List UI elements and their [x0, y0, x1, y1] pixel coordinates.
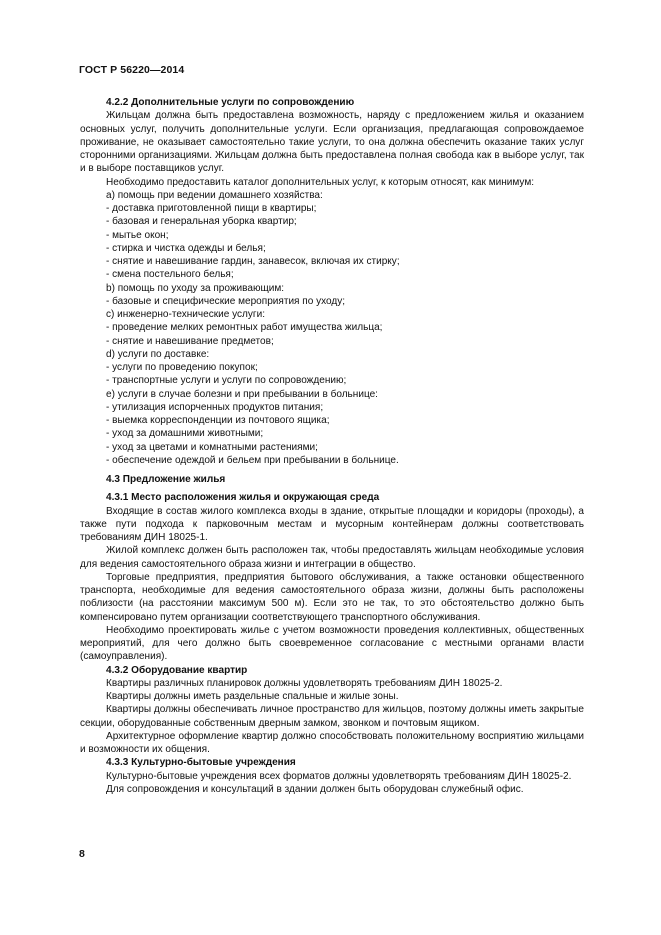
- section-4-3-3-title: 4.3.3 Культурно-бытовые учреждения: [106, 757, 296, 769]
- page-number: 8: [79, 848, 85, 860]
- paragraph: Квартиры различных планировок должны удовлетворять требованиям ДИН 18025-2.: [106, 677, 503, 689]
- document-header: ГОСТ Р 56220—2014: [79, 64, 185, 76]
- list-item: b) помощь по уходу за проживающим:: [106, 282, 285, 294]
- list-item: - снятие и навешивание гардин, занавесок, включая их стирку;: [106, 256, 400, 267]
- list-item: - утилизация испорченных продуктов питания;: [106, 401, 324, 413]
- paragraph: Квартиры должны обеспечивать личное пространство для жильцов, поэтому должны иметь закрытые секции, оборудованные собственным дверным замком, звонком и почтовым ящиком.: [80, 704, 584, 729]
- list-item: - уход за домашними животными;: [106, 428, 264, 440]
- list-item: - снятие и навешивание предметов;: [106, 335, 274, 347]
- paragraph: Торговые предприятия, предприятия бытового обслуживания, а также остановки общественного транспорта, необходимые для ведения самостоятельного образа жизни, должны быть расположены поблизости (на расстоянии максимум 500 м). Если это не так, то это обстоятельство должно быть компенсировано путем организации соответствующего транспортного обслуживания.: [80, 571, 584, 623]
- paragraph: Архитектурное оформление квартир должно способствовать положительному восприятию жильцами и возможности их общения.: [80, 730, 584, 755]
- paragraph: Жильцам должна быть предоставлена возможность, наряду с предложением жилья и оказанием основных услуг, получить дополнительные услуги. Если организация, предлагающая сопровождаемое проживание, не оказывает самостоятельно такие услуги, то она должна обеспечить оказание таких услуг сторонними организациями. Жильцам должна быть предоставлена полная свобода как в выборе услуг, так и в выборе поставщиков услуг.: [80, 110, 584, 175]
- section-4-3-2-title: 4.3.2 Оборудование квартир: [106, 664, 248, 676]
- section-4-3-1-title: 4.3.1 Место расположения жилья и окружающая среда: [106, 492, 380, 504]
- list-item: d) услуги по доставке:: [106, 348, 210, 360]
- list-item: - услуги по проведению покупок;: [106, 362, 258, 373]
- paragraph: Культурно-бытовые учреждения всех форматов должны удовлетворять требованиям ДИН 18025-2.: [106, 770, 572, 782]
- list-item: - проведение мелких ремонтных работ имущества жильца;: [106, 322, 383, 334]
- paragraph: Входящие в состав жилого комплекса входы в здание, открытые площадки и коридоры (проходы), а также пути подхода к парковочным местам и мусорным контейнерам должны соответствовать требованиям ДИН 18025-1.: [80, 505, 584, 543]
- list-item: - обеспечение одеждой и бельем при пребывании в больнице.: [106, 454, 399, 466]
- paragraph: Для сопровождения и консультаций в здании должен быть оборудован служебный офис.: [106, 783, 524, 795]
- list-item: - уход за цветами и комнатными растениями;: [106, 441, 318, 453]
- list-item: e) услуги в случае болезни и при пребывании в больнице:: [106, 388, 378, 400]
- paragraph: Квартиры должны иметь раздельные спальные и жилые зоны.: [106, 691, 399, 702]
- list-item: - доставка приготовленной пищи в квартиры;: [106, 203, 317, 214]
- list-item: a) помощь при ведении домашнего хозяйства:: [106, 189, 323, 201]
- list-item: - выемка корреспонденции из почтового ящика;: [106, 415, 330, 426]
- list-item: - стирка и чистка одежды и белья;: [106, 242, 266, 254]
- document-body: [80, 96, 584, 796]
- section-4-2-2-title: 4.2.2 Дополнительные услуги по сопровождению: [106, 97, 355, 108]
- paragraph: Необходимо предоставить каталог дополнительных услуг, к которым относят, как минимум:: [106, 176, 535, 188]
- list-item: - смена постельного белья;: [106, 269, 234, 281]
- list-item: - транспортные услуги и услуги по сопровождению;: [106, 375, 347, 387]
- list-item: - базовые и специфические мероприятия по уходу;: [106, 295, 346, 307]
- paragraph: Необходимо проектировать жилье с учетом возможности проведения коллективных, общественных мероприятий, для чего должно быть своевременное согласование с местными органами власти (самоуправления).: [80, 624, 584, 663]
- list-item: - мытье окон;: [106, 229, 169, 241]
- section-4-3-title: 4.3 Предложение жилья: [106, 474, 226, 485]
- paragraph: Жилой комплекс должен быть расположен так, чтобы предоставлять жильцам необходимые условия для ведения самостоятельного образа жизни и интеграции в общество.: [80, 545, 584, 570]
- list-item: - базовая и генеральная уборка квартир;: [106, 216, 297, 228]
- list-item: c) инженерно-технические услуги:: [106, 309, 265, 320]
